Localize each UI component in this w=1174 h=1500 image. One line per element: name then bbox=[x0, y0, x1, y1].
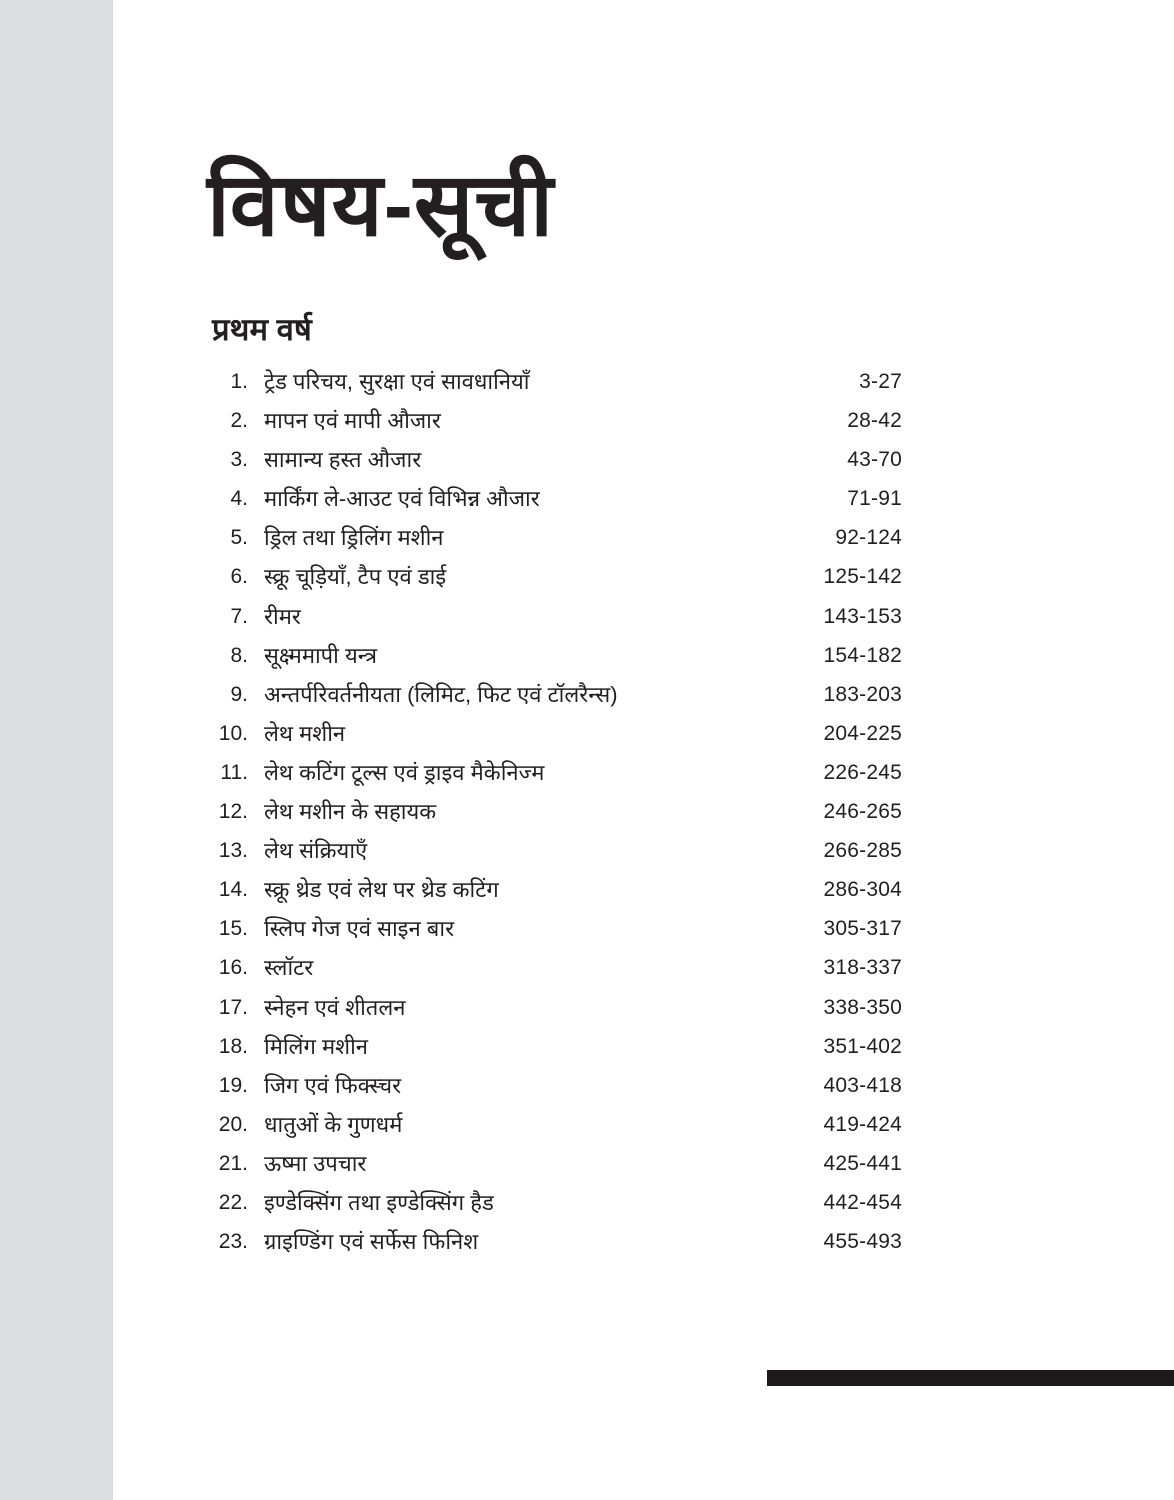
chapter-page-range: 338-350 bbox=[823, 995, 902, 1019]
chapter-number: 21. bbox=[218, 1151, 248, 1175]
toc-row bbox=[200, 714, 902, 753]
chapter-number: 4. bbox=[230, 487, 248, 511]
toc-row bbox=[200, 1222, 902, 1261]
chapter-page-range: 305-317 bbox=[823, 917, 902, 941]
chapter-title: धातुओं के गुणधर्म bbox=[264, 1111, 403, 1137]
chapter-number: 18. bbox=[218, 1034, 248, 1058]
chapter-page-range: 318-337 bbox=[823, 956, 902, 980]
toc-row bbox=[200, 362, 902, 401]
chapter-page-range: 246-265 bbox=[823, 800, 902, 824]
chapter-title: लेथ संक्रियाएँ bbox=[264, 838, 368, 864]
toc-row bbox=[200, 518, 902, 557]
chapter-page-range: 183-203 bbox=[823, 682, 902, 706]
chapter-page-range: 204-225 bbox=[823, 721, 902, 745]
toc-row bbox=[200, 988, 902, 1027]
chapter-title: मिलिंग मशीन bbox=[264, 1033, 368, 1059]
chapter-title: ऊष्मा उपचार bbox=[264, 1150, 367, 1176]
toc-row bbox=[200, 909, 902, 948]
chapter-page-range: 226-245 bbox=[823, 760, 902, 784]
chapter-title: मापन एवं मापी औजार bbox=[264, 408, 441, 434]
chapter-number: 11. bbox=[220, 760, 248, 784]
chapter-title: ट्रेड परिचय, सुरक्षा एवं सावधानियाँ bbox=[264, 369, 530, 394]
chapter-title: सामान्य हस्त औजार bbox=[264, 447, 422, 473]
toc-row bbox=[200, 870, 902, 909]
chapter-title: स्नेहन एवं शीतलन bbox=[264, 994, 406, 1020]
chapter-number: 17. bbox=[218, 995, 248, 1019]
page-title: विषय-सूची bbox=[207, 155, 555, 254]
chapter-title: इण्डेक्सिंग तथा इण्डेक्सिंग हैड bbox=[264, 1189, 494, 1215]
chapter-title: सूक्ष्ममापी यन्त्र bbox=[264, 642, 378, 668]
toc-row bbox=[200, 1027, 902, 1066]
chapter-number: 6. bbox=[230, 565, 248, 589]
toc-row bbox=[200, 831, 902, 870]
chapter-page-range: 3-27 bbox=[859, 370, 902, 393]
chapter-title: स्लिप गेज एवं साइन बार bbox=[264, 916, 455, 942]
chapter-number: 3. bbox=[230, 448, 248, 472]
toc-row bbox=[200, 792, 902, 831]
chapter-title: मार्किंग ले-आउट एवं विभिन्न औजार bbox=[264, 486, 540, 512]
toc-row bbox=[200, 948, 902, 987]
toc-row bbox=[200, 440, 902, 479]
toc-row bbox=[200, 1066, 902, 1105]
chapter-page-range: 286-304 bbox=[823, 878, 902, 902]
chapter-number: 16. bbox=[218, 956, 248, 980]
chapter-number: 10. bbox=[218, 721, 248, 745]
toc-row bbox=[200, 597, 902, 636]
chapter-number: 8. bbox=[230, 643, 248, 667]
chapter-page-range: 403-418 bbox=[823, 1073, 902, 1097]
chapter-page-range: 442-454 bbox=[823, 1190, 902, 1214]
chapter-page-range: 266-285 bbox=[823, 839, 902, 863]
chapter-page-range: 92-124 bbox=[835, 526, 902, 550]
toc-row bbox=[200, 1105, 902, 1144]
toc-row bbox=[200, 675, 902, 714]
chapter-page-range: 43-70 bbox=[847, 448, 902, 472]
footer-rule-bar bbox=[767, 1370, 1174, 1386]
chapter-number: 5. bbox=[230, 526, 248, 550]
chapter-number: 23. bbox=[218, 1230, 248, 1254]
chapter-title: स्क्रू थ्रेड एवं लेथ पर थ्रेड कटिंग bbox=[264, 877, 499, 903]
chapter-number: 1. bbox=[230, 370, 248, 393]
chapter-number: 20. bbox=[218, 1112, 248, 1136]
chapter-page-range: 455-493 bbox=[823, 1230, 902, 1254]
chapter-number: 13. bbox=[218, 839, 248, 863]
chapter-number: 12. bbox=[218, 800, 248, 824]
chapter-title: लेथ मशीन के सहायक bbox=[264, 799, 437, 825]
chapter-title: लेथ कटिंग टूल्स एवं ड्राइव मैकेनिज्म bbox=[264, 759, 545, 785]
chapter-title: ग्राइण्डिंग एवं सर्फेस फिनिश bbox=[264, 1229, 479, 1255]
toc-row bbox=[200, 636, 902, 675]
chapter-page-range: 28-42 bbox=[847, 409, 902, 433]
toc-row bbox=[200, 1183, 902, 1222]
chapter-page-range: 154-182 bbox=[823, 643, 902, 667]
chapter-number: 22. bbox=[218, 1190, 248, 1214]
chapter-number: 9. bbox=[230, 682, 248, 706]
left-margin-bar bbox=[0, 0, 113, 1500]
toc-row bbox=[200, 753, 902, 792]
toc-row bbox=[200, 479, 902, 518]
chapter-page-range: 351-402 bbox=[823, 1034, 902, 1058]
chapter-number: 14. bbox=[218, 878, 248, 902]
toc-row bbox=[200, 1144, 902, 1183]
chapter-title: रीमर bbox=[264, 603, 301, 629]
chapter-page-range: 425-441 bbox=[823, 1151, 902, 1175]
section-heading-first-year: प्रथम वर्ष bbox=[212, 312, 312, 347]
chapter-number: 2. bbox=[230, 409, 248, 433]
chapter-page-range: 125-142 bbox=[823, 565, 902, 589]
chapter-title: अन्तर्परिवर्तनीयता (लिमिट, फिट एवं टॉलरैन्स) bbox=[264, 681, 618, 707]
toc-list bbox=[200, 362, 902, 1261]
chapter-number: 19. bbox=[218, 1073, 248, 1097]
chapter-page-range: 143-153 bbox=[823, 604, 902, 628]
toc-row bbox=[200, 557, 902, 596]
chapter-title: स्लॉटर bbox=[264, 955, 314, 981]
chapter-title: ड्रिल तथा ड्रिलिंग मशीन bbox=[264, 525, 444, 551]
chapter-page-range: 419-424 bbox=[823, 1112, 902, 1136]
chapter-title: जिग एवं फिक्स्चर bbox=[264, 1072, 402, 1098]
chapter-number: 15. bbox=[218, 917, 248, 941]
chapter-title: स्क्रू चूड़ियाँ, टैप एवं डाई bbox=[264, 564, 447, 590]
chapter-page-range: 71-91 bbox=[847, 487, 902, 511]
chapter-number: 7. bbox=[230, 604, 248, 628]
toc-row bbox=[200, 401, 902, 440]
chapter-title: लेथ मशीन bbox=[264, 720, 346, 746]
